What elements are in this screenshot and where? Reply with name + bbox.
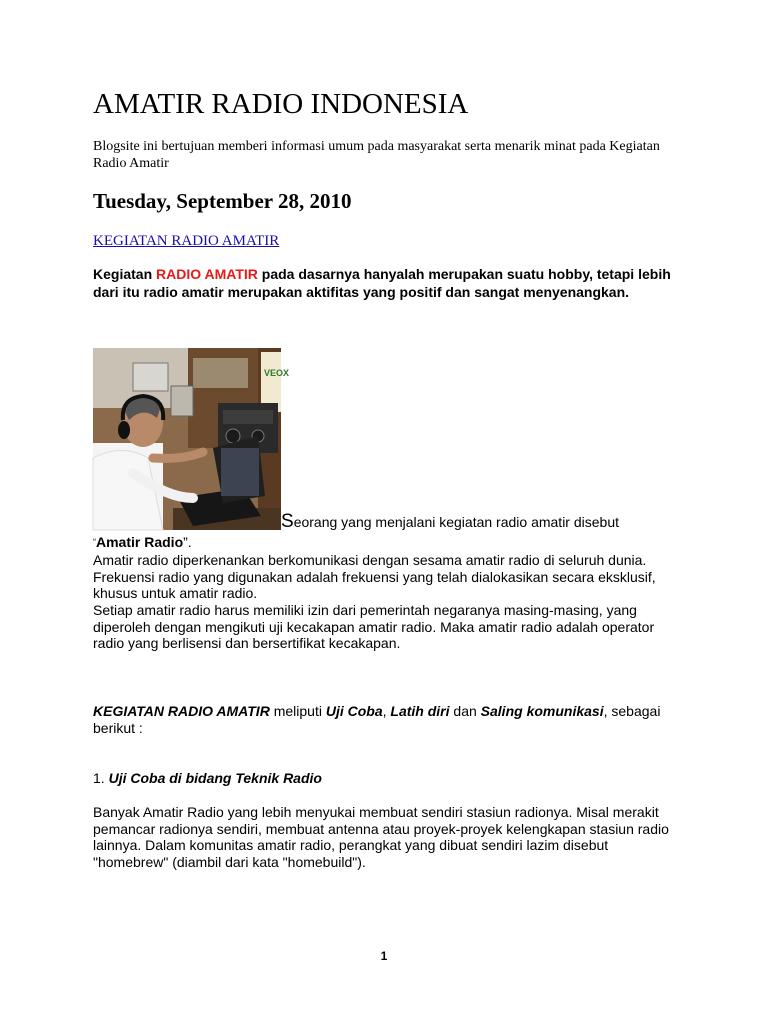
radio-operator-photo [93, 348, 290, 530]
post-intro [93, 265, 683, 301]
photo-illustration [93, 348, 290, 530]
paragraph-license: Setiap amatir radio harus memiliki izin dari pemerintah negaranya masing-masing, yang diperoleh dengan mengikuti uji kecakapan amatir radio. Maka amatir radio adalah operator radio yang berlisensi dan bersertifikat kecakapan. [93, 602, 655, 651]
paragraph-homebrew: Banyak Amatir Radio yang lebih menyukai membuat sendiri stasiun radionya. Misal merakit pemancar radionya sendiri, membuat antenna atau proyek-proyek kelengkapan stasiun radio lainnya. Dalam komunitas amatir radio, perangkat yang dibuat sendiri lazim disebut "homebrew" (diambil dari kata "homebuild"). [93, 804, 669, 870]
seorang-text: eorang yang menjalani kegiatan radio amatir disebut [293, 514, 620, 530]
post-title-link[interactable]: KEGIATAN RADIO AMATIR [93, 233, 280, 249]
paragraph-activities [93, 703, 683, 736]
activities-lead: KEGIATAN RADIO AMATIR [93, 703, 270, 719]
blog-title: AMATIR RADIO INDONESIA [93, 88, 469, 120]
drop-cap: S [281, 511, 294, 532]
paragraph-communication: Amatir radio diperkenankan berkomunikasi dengan sesama amatir radio di seluruh dunia. Frekuensi radio yang digunakan adalah frekuensi yang telah dialokasikan secara eksklusif, khusus untuk amatir radio. [93, 552, 656, 601]
activities-text-2: , [382, 703, 391, 719]
activities-text-4: , sebagai berikut : [93, 703, 661, 736]
intro-highlight: RADIO AMATIR [156, 266, 258, 282]
intro-text-before: Kegiatan [93, 266, 157, 282]
term-close: ”. [183, 534, 192, 550]
section-heading-text: Uji Coba di bidang Teknik Radio [108, 770, 322, 786]
term-text: Amatir Radio [96, 534, 184, 550]
activity-saling-komunikasi: Saling komunikasi [480, 703, 604, 719]
sign-text: VEOX [264, 368, 290, 378]
activity-latih-diri: Latih diri [390, 703, 450, 719]
activities-text-3: dan [449, 703, 481, 719]
activities-text-1: meliputi [269, 703, 326, 719]
activity-uji-coba: Uji Coba [325, 703, 383, 719]
page-number: 1 [380, 949, 388, 963]
open-quote: “ [93, 537, 96, 547]
section-number: 1. [93, 770, 109, 786]
section-heading-1 [93, 770, 683, 787]
blog-description: Blogsite ini bertujuan memberi informasi umum pada masyarakat serta menarik minat pada Kegiatan Radio Amatir [93, 139, 660, 171]
seorang-line [281, 512, 619, 532]
amatir-radio-term [93, 534, 683, 551]
intro-text-after: pada dasarnya hanyalah merupakan suatu hobby, tetapi lebih dari itu radio amatir merupakan aktifitas yang positif dan sangat menyenangkan. [93, 266, 671, 300]
post-date: Tuesday, September 28, 2010 [93, 189, 352, 213]
